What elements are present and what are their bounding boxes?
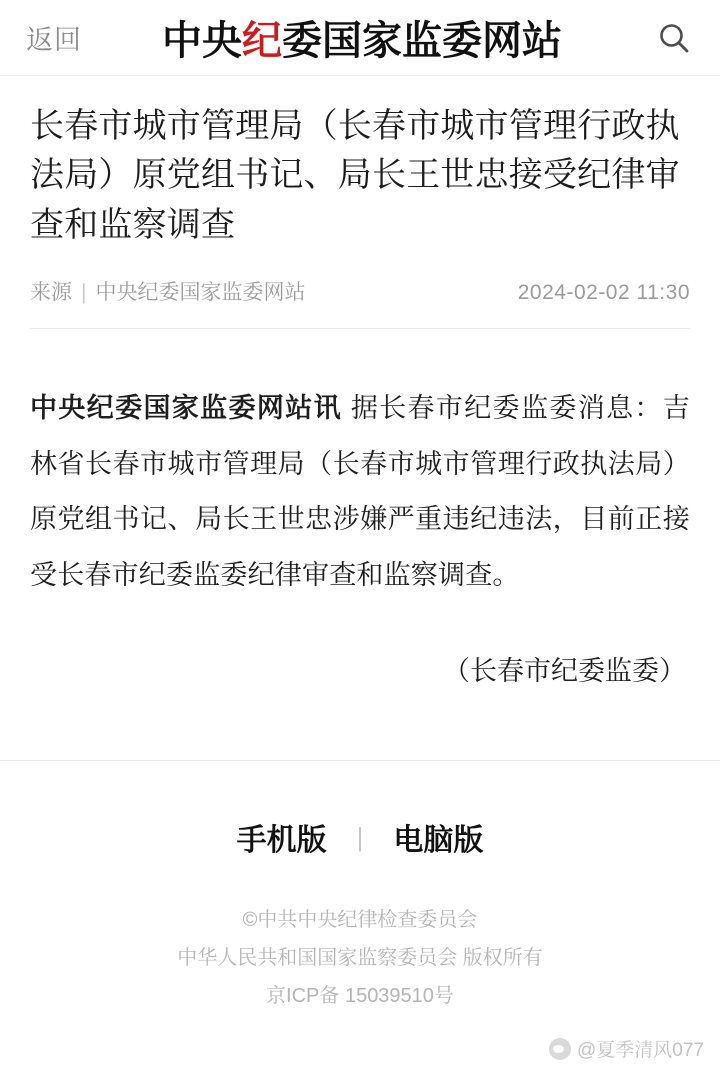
- back-button[interactable]: 返回: [26, 25, 82, 55]
- article: [0, 76, 720, 688]
- article-body: [30, 381, 690, 603]
- mobile-version-link[interactable]: 手机版: [236, 824, 327, 858]
- version-switch: [0, 815, 720, 859]
- site-logo-part1: 中央: [162, 18, 242, 63]
- site-logo-part2: 委国家监委网站: [282, 18, 562, 63]
- page-footer: [0, 761, 720, 1015]
- article-body-text: 据长春市纪委监委消息：吉林省长春市城市管理局（长春市城市管理行政执法局）原党组书记、局长王世忠涉嫌严重违纪违法，目前正接受长春市纪委监委纪律审查和监察调查。: [30, 392, 690, 590]
- page-title: 长春市城市管理局（长春市城市管理行政执法局）原党组书记、局长王世忠接受纪律审查和监察调查: [30, 107, 680, 244]
- copyright-line-1: ©中共中央纪律检查委员会: [242, 909, 478, 932]
- source-separator: |: [81, 280, 87, 304]
- copyright-block: [0, 901, 720, 1015]
- article-source: [30, 276, 305, 306]
- copyright-line-2: 中华人民共和国国家监察委员会 版权所有: [177, 947, 543, 970]
- site-logo: [76, 9, 648, 66]
- source-label: 来源: [30, 280, 72, 304]
- version-separator: |: [356, 821, 364, 852]
- search-icon[interactable]: [654, 18, 694, 58]
- article-signature: （长春市纪委监委）: [443, 656, 686, 687]
- source-name: 中央纪委国家监委网站: [95, 280, 306, 304]
- pc-version-link[interactable]: 电脑版: [393, 824, 484, 858]
- watermark-username: @夏季清风077: [577, 1040, 704, 1061]
- site-logo-accent: 纪: [242, 18, 282, 63]
- app-header: [0, 0, 720, 76]
- article-date: 2024-02-02 11:30: [517, 280, 690, 304]
- watermark: [549, 1035, 704, 1062]
- article-lead: 中央纪委国家监委网站讯: [30, 392, 342, 423]
- article-meta: [30, 276, 690, 329]
- icp-license-link[interactable]: 京ICP备 15039510号: [266, 985, 454, 1008]
- weibo-icon: [549, 1038, 571, 1060]
